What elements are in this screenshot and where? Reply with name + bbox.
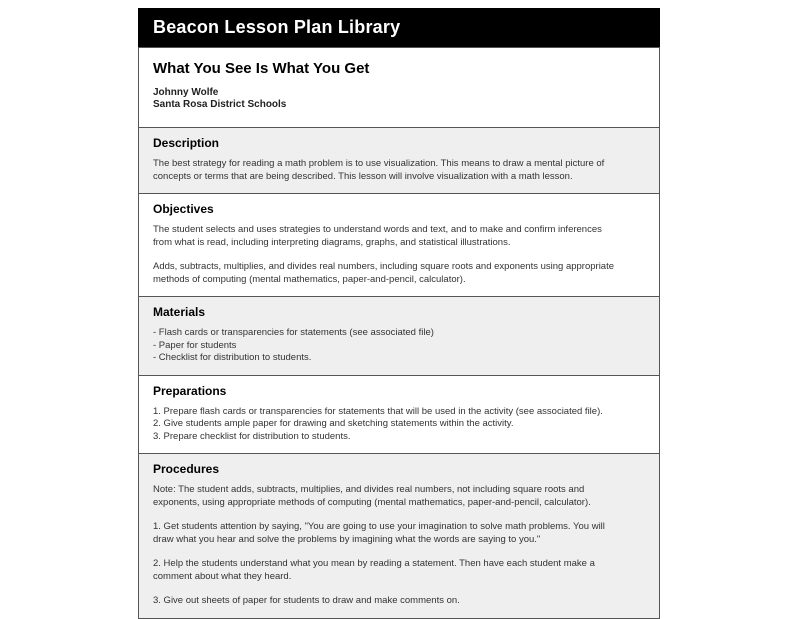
list-item: - Flash cards or transparencies for statements (see associated file) bbox=[153, 327, 434, 338]
list-item: 2. Give students ample paper for drawing and sketching statements within the activity. bbox=[153, 418, 514, 429]
section-objectives bbox=[138, 193, 660, 297]
text-line: The best strategy for reading a math problem is to use visualization. This means to draw a mental picture of bbox=[153, 158, 605, 169]
text-line: comment about what they heard. bbox=[153, 570, 292, 582]
section-objectives-heading: Objectives bbox=[153, 202, 214, 216]
text-line: concepts or terms that are being described. This lesson will involve visualization with a math lesson. bbox=[153, 170, 573, 182]
text-line: The student selects and uses strategies to understand words and text, and to make and confirm inferences bbox=[153, 224, 602, 235]
lesson-title: What You See Is What You Get bbox=[153, 60, 370, 77]
text-line: Adds, subtracts, multiplies, and divides real numbers, including square roots and exponents using appropriate bbox=[153, 261, 615, 272]
paragraph bbox=[153, 261, 645, 286]
text-line: draw what you hear and solve the problems by imagining what the words are saying to you." bbox=[153, 533, 541, 545]
text-line: exponents, using appropriate methods of computing (mental mathematics, paper-and-pencil, calculator). bbox=[153, 496, 591, 508]
paragraph bbox=[153, 595, 645, 608]
paragraph bbox=[153, 558, 645, 583]
text-line: methods of computing (mental mathematics, paper-and-pencil, calculator). bbox=[153, 273, 466, 285]
section-description-heading: Description bbox=[153, 136, 220, 150]
site-header-bar bbox=[138, 8, 660, 47]
paragraph bbox=[153, 521, 645, 546]
paragraph bbox=[153, 158, 645, 183]
text-line: from what is read, including interpreting diagrams, graphs, and statistical illustrations. bbox=[153, 236, 511, 248]
text-line: Note: The student adds, subtracts, multiplies, and divides real numbers, not including square roots and bbox=[153, 484, 585, 495]
lesson-title-block bbox=[138, 47, 660, 128]
materials-list bbox=[153, 327, 645, 365]
section-materials-heading: Materials bbox=[153, 305, 206, 319]
text-line: 3. Give out sheets of paper for students to draw and make comments on. bbox=[153, 595, 460, 606]
list-item: - Paper for students bbox=[153, 339, 237, 351]
list-item: 1. Prepare flash cards or transparencies for statements that will be used in the activity (see associated file). bbox=[153, 405, 603, 417]
section-preparations bbox=[138, 375, 660, 455]
paragraph bbox=[153, 484, 645, 509]
site-title: Beacon Lesson Plan Library bbox=[153, 17, 401, 37]
text-line: 2. Help the students understand what you mean by reading a statement. Then have each student make a bbox=[153, 558, 595, 569]
section-procedures-heading: Procedures bbox=[153, 462, 220, 476]
section-description bbox=[138, 127, 660, 194]
text-line: 1. Get students attention by saying, "You are going to use your imagination to solve math problems. You will bbox=[153, 521, 605, 532]
paragraph bbox=[153, 224, 645, 249]
lesson-plan-document bbox=[138, 8, 660, 619]
lesson-author: Johnny Wolfe bbox=[153, 87, 219, 98]
section-preparations-heading: Preparations bbox=[153, 383, 227, 398]
section-procedures bbox=[138, 453, 660, 619]
list-item: - Checklist for distribution to students. bbox=[153, 352, 312, 363]
section-materials bbox=[138, 296, 660, 376]
preparations-list bbox=[153, 406, 645, 444]
list-item: 3. Prepare checklist for distribution to students. bbox=[153, 430, 351, 442]
lesson-organization: Santa Rosa District Schools bbox=[153, 99, 287, 110]
